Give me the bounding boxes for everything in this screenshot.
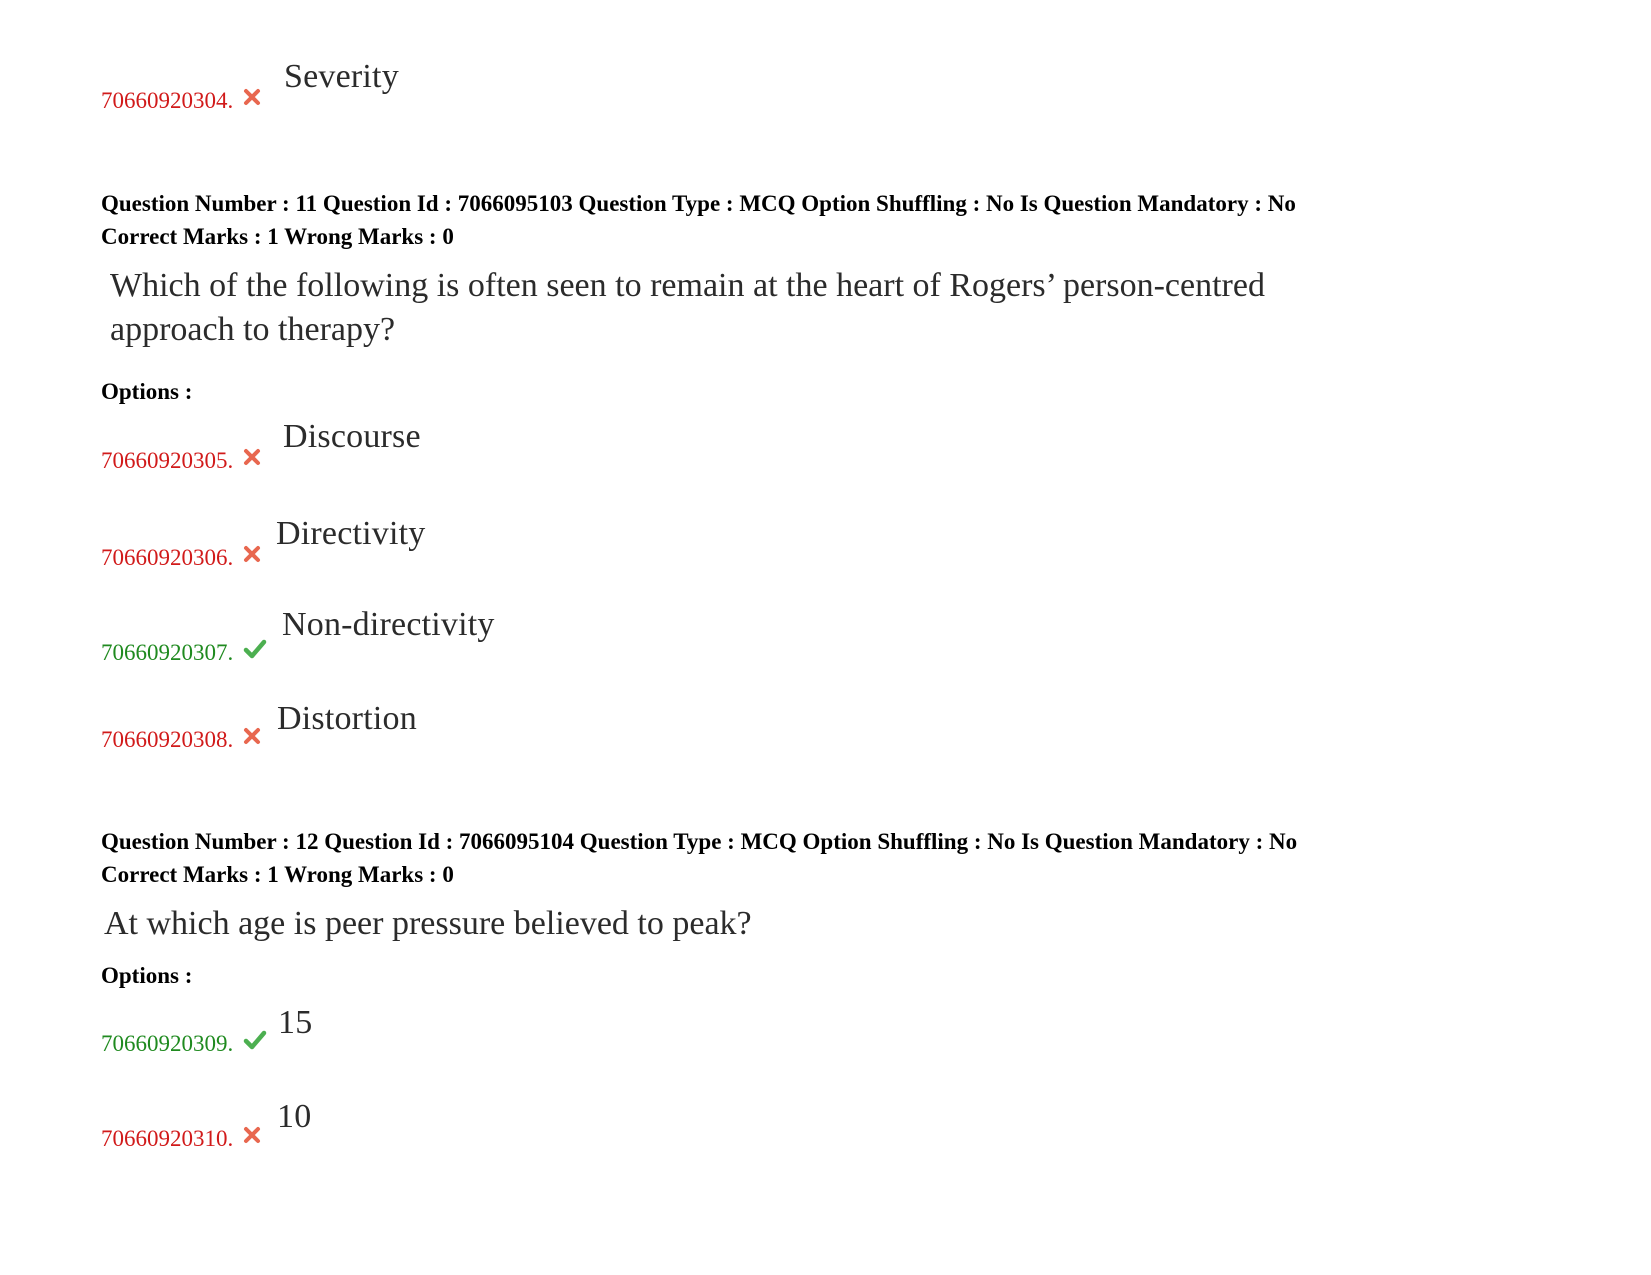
option-id: 70660920306. [101,545,234,570]
question-meta: Question Number : 12 Question Id : 7066095104 Question Type : MCQ Option Shuffling : No Is Question Mandatory : No [101,829,1298,854]
option-text: Discourse [283,418,421,455]
cross-icon [243,545,265,567]
option-id: 70660920305. [101,448,234,473]
question-marks: Correct Marks : 1 Wrong Marks : 0 [101,862,454,887]
option-id: 70660920307. [101,640,234,665]
option-text: 15 [278,1004,313,1041]
cross-icon [243,448,265,470]
question-text: Which of the following is often seen to remain at the heart of Rogers’ person-centred [110,267,1265,304]
option-id: 70660920304. [101,88,234,113]
option-id: 70660920310. [101,1126,234,1151]
options-label: Options : [101,379,193,404]
option-id: 70660920309. [101,1031,234,1056]
option-text: Directivity [276,515,426,552]
options-label: Options : [101,963,193,988]
option-text: Severity [284,58,399,95]
question-text-cont: approach to therapy? [110,311,396,348]
check-icon [243,1029,265,1051]
cross-icon [243,88,265,110]
option-id: 70660920308. [101,727,234,752]
question-marks: Correct Marks : 1 Wrong Marks : 0 [101,224,454,249]
check-icon [243,638,265,660]
option-text: Distortion [277,700,417,737]
option-text: Non-directivity [282,606,495,643]
option-text: 10 [277,1098,312,1135]
question-text: At which age is peer pressure believed to peak? [104,905,752,942]
question-meta: Question Number : 11 Question Id : 7066095103 Question Type : MCQ Option Shuffling : No Is Question Mandatory : No [101,191,1296,216]
cross-icon [243,727,265,749]
cross-icon [243,1126,265,1148]
